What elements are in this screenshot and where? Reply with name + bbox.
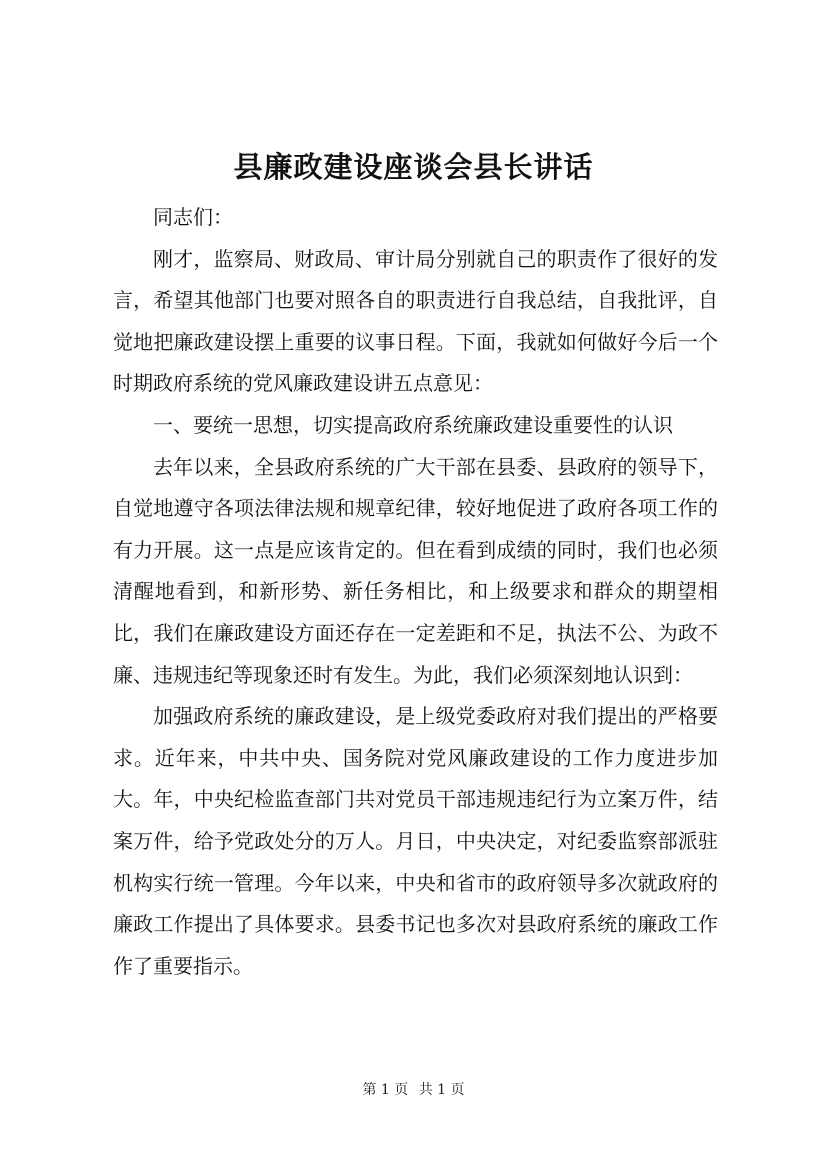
body-paragraph: 去年以来，全县政府系统的广大干部在县委、县政府的领导下，自觉地遵守各项法律法规和规章纪律，较好地促进了政府各项工作的有力开展。这一点是应该肯定的。但在看到成绩的同时，我们也必须清醒地看到，和新形势、新任务相比，和上级要求和群众的期望相比，我们在廉政建设方面还存在一定差距和不足，执法不公、为政不廉、违规违纪等现象还时有发生。为此，我们必须深刻地认识到： — [113, 454, 718, 687]
salutation-paragraph: 同志们： — [153, 205, 233, 229]
page-title: 县廉政建设座谈会县长讲话 — [233, 150, 594, 184]
page-number: 第 1 页 — [362, 1082, 409, 1098]
body-paragraph: 加强政府系统的廉政建设，是上级党委政府对我们提出的严格要求。近年来，中共中央、国务院对党风廉政建设的工作力度进步加大。年，中央纪检监查部门共对党员干部违规违纪行为立案万件，结案万件，给予党政处分的万人。月日，中央决定，对纪委监察部派驻机构实行统一管理。今年以来，中央和省市的政府领导多次就政府的廉政工作提出了具体要求。县委书记也多次对县政府系统的廉政工作作了重要指示。 — [113, 704, 718, 978]
page-total: 共 1 页 — [418, 1082, 465, 1098]
body-paragraph: 刚才，监察局、财政局、审计局分别就自己的职责作了很好的发言，希望其他部门也要对照各自的职责进行自我总结，自我批评，自觉地把廉政建设摆上重要的议事日程。下面，我就如何做好今后一个时期政府系统的党风廉政建设讲五点意见： — [113, 246, 718, 396]
page-footer — [0, 1080, 827, 1100]
document-body — [113, 197, 718, 987]
section-heading: 一、要统一思想，切实提高政府系统廉政建设重要性的认识 — [153, 412, 673, 437]
